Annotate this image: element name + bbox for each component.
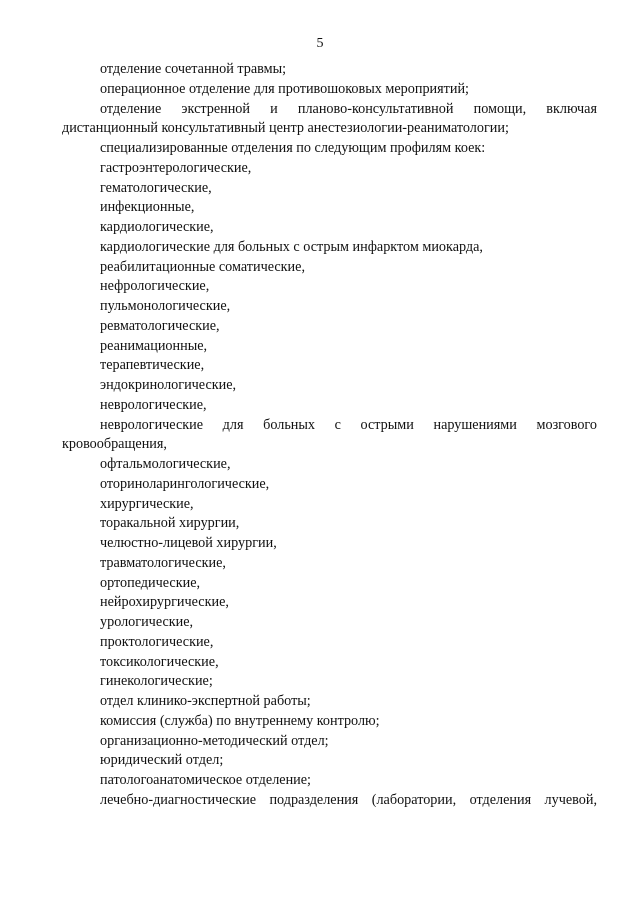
list-item: отдел клинико-экспертной работы; [100, 693, 311, 709]
list-item: торакальной хирургии, [100, 515, 240, 532]
list-item: кардиологические, [100, 219, 214, 235]
list-item: травматологические, [100, 554, 226, 571]
list-item: эндокринологические, [100, 377, 237, 393]
list-item: реанимационные, [100, 337, 208, 354]
list-item: урологические, [100, 614, 194, 630]
list-item: терапевтические, [100, 357, 205, 374]
list-item: хирургические, [100, 495, 194, 512]
list-item: инфекционные, [100, 199, 195, 216]
list-item: нейрохирургические, [100, 594, 229, 611]
list-item: неврологические, [100, 396, 207, 413]
list-item: юридический отдел; [100, 752, 224, 769]
list-item-continuation: дистанционный консультативный центр анестезиологии-реаниматологии; [62, 120, 509, 137]
list-item: отделение сочетанной травмы; [100, 61, 287, 77]
list-item: пульмонологические, [100, 298, 231, 314]
list-item: нефрологические, [100, 278, 210, 295]
list-item: кардиологические для больных с острым инфарктом миокарда, [100, 238, 483, 255]
list-item: гематологические, [100, 179, 212, 196]
page-number: 5 [316, 36, 324, 51]
list-item: гастроэнтерологические, [100, 159, 252, 176]
list-item: комиссия (служба) по внутреннему контролю; [100, 712, 380, 729]
list-item: челюстно-лицевой хирургии, [100, 535, 277, 551]
list-item: ортопедические, [100, 574, 201, 591]
list-item: оториноларингологические, [100, 475, 270, 492]
list-item: ревматологические, [100, 317, 220, 334]
list-item: операционное отделение для противошоковых мероприятий; [100, 80, 469, 97]
list-item: реабилитационные соматические, [100, 258, 305, 275]
list-item: специализированные отделения по следующим профилям коек: [100, 140, 486, 156]
list-item: отделение экстренной и планово-консультативной помощи, включая [100, 100, 597, 117]
list-item: гинекологические; [100, 673, 213, 690]
list-item: офтальмологические, [100, 456, 231, 472]
list-item: проктологические, [100, 633, 214, 650]
list-item: патологоанатомическое отделение; [100, 772, 312, 788]
list-item: лечебно-диагностические подразделения (лаборатории, отделения лучевой, [100, 791, 597, 808]
list-item: неврологические для больных с острыми нарушениями мозгового [100, 416, 597, 433]
list-item: токсикологические, [100, 653, 219, 670]
list-item: организационно-методический отдел; [100, 732, 329, 749]
list-item-continuation: кровообращения, [62, 436, 167, 453]
body-text [62, 60, 597, 811]
